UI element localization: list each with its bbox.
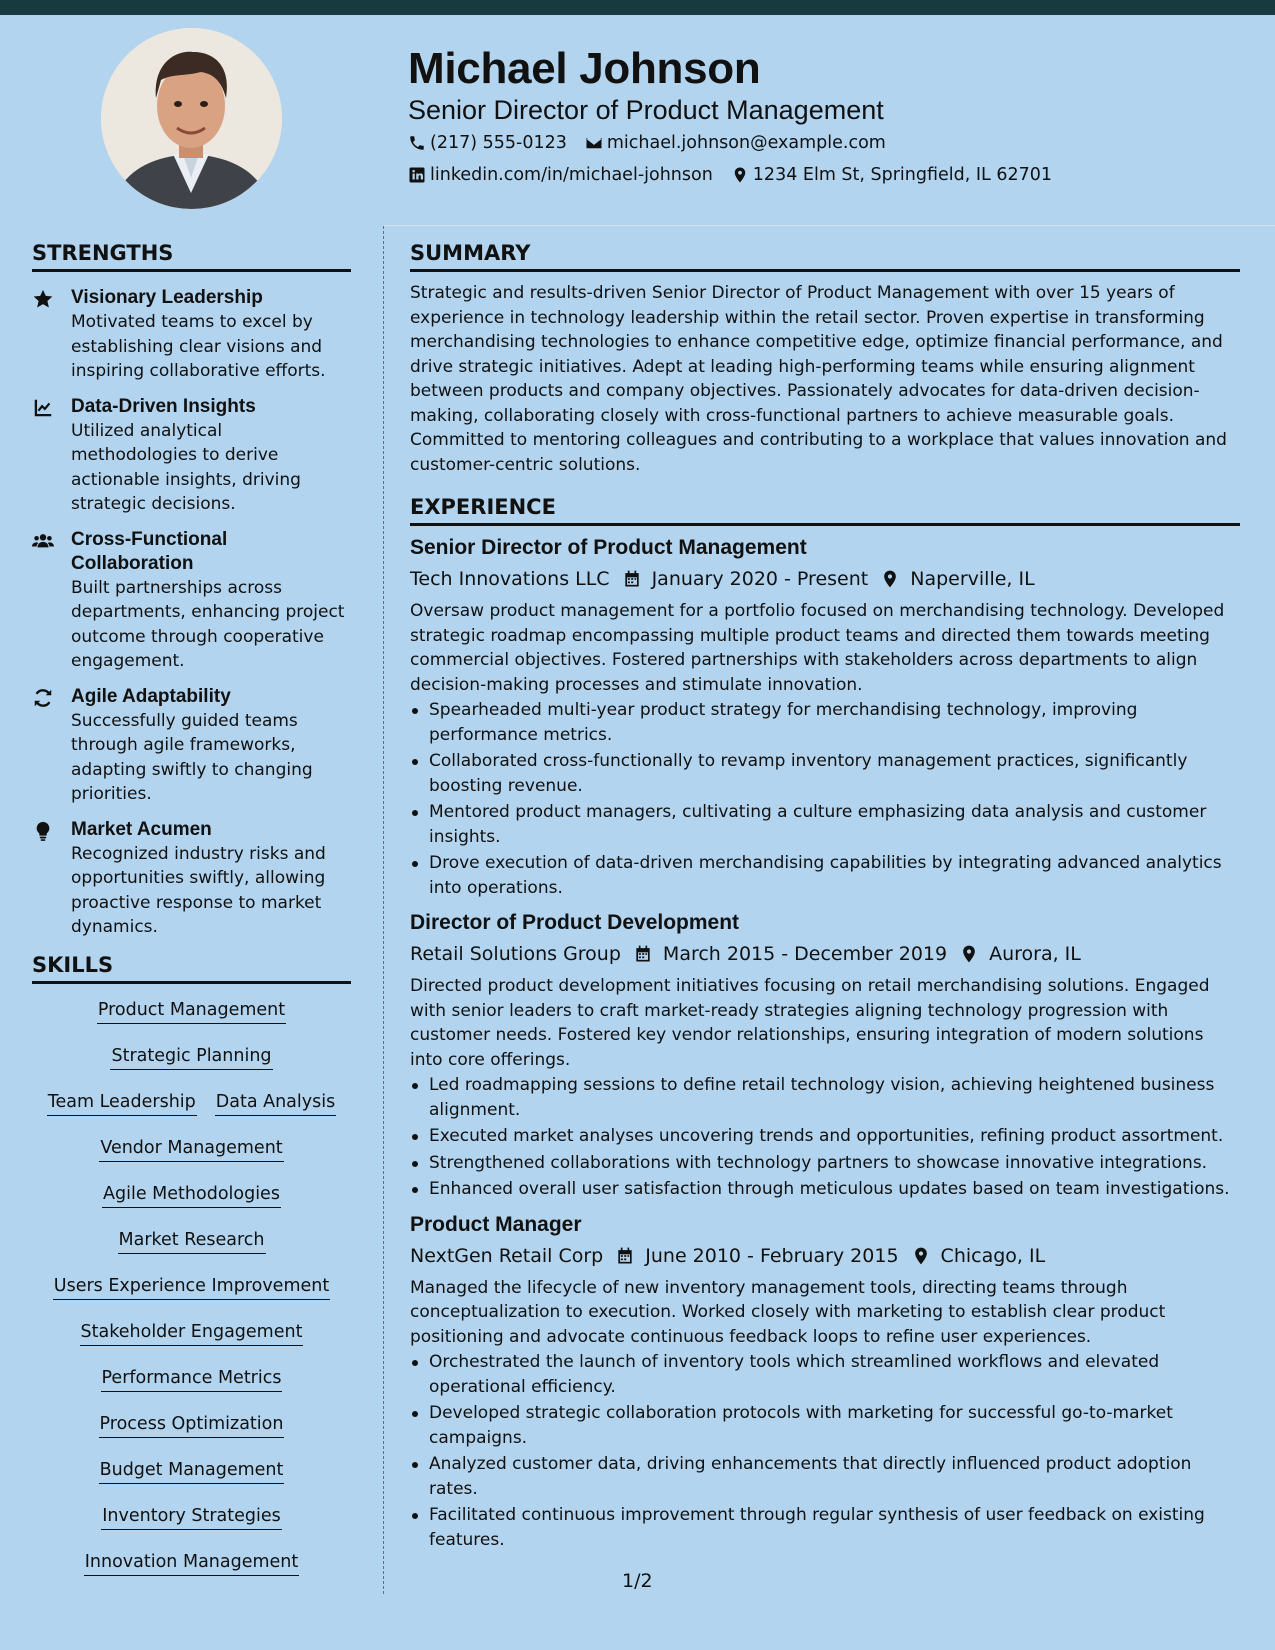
job-company: Retail Solutions Group <box>410 943 621 965</box>
job-bullet: Developed strategic collaboration protocols with marketing for successful go-to-market campaigns. <box>410 1401 1240 1450</box>
strength-name: Agile Adaptability <box>71 685 231 707</box>
star-icon <box>32 288 54 310</box>
strength-item <box>32 395 351 517</box>
job-dates: January 2020 - Present <box>651 568 869 590</box>
location-pin-icon <box>959 944 979 964</box>
envelope-icon <box>585 134 603 152</box>
strength-item <box>32 685 351 807</box>
job-bullets <box>410 698 1240 900</box>
skill-tag: Process Optimization <box>99 1412 285 1438</box>
job-title: Senior Director of Product Management <box>410 536 807 559</box>
candidate-name: Michael Johnson <box>408 44 761 93</box>
calendar-icon <box>622 569 642 589</box>
skill-tag: Users Experience Improvement <box>53 1274 330 1300</box>
job-bullet: Led roadmapping sessions to define retail technology vision, achieving heightened business alignment. <box>410 1073 1240 1122</box>
job-bullet: Strengthened collaborations with technology partners to showcase innovative integrations. <box>410 1151 1240 1176</box>
skill-tag: Vendor Management <box>99 1136 283 1162</box>
address-contact <box>731 165 1052 185</box>
job-meta <box>410 941 1240 967</box>
skill-tag: Inventory Strategies <box>101 1504 282 1530</box>
users-icon <box>32 530 54 552</box>
strength-desc: Utilized analytical methodologies to derive actionable insights, driving strategic decisions. <box>71 420 301 514</box>
job-entry <box>410 535 1240 900</box>
chart-line-icon <box>32 397 54 419</box>
strength-name: Visionary Leadership <box>71 287 263 308</box>
job-bullet: Spearheaded multi-year product strategy for merchandising technology, improving performance metrics. <box>410 698 1240 747</box>
skill-tag: Data Analysis <box>215 1090 336 1116</box>
linkedin-icon <box>408 166 426 184</box>
lightbulb-icon <box>32 820 54 842</box>
calendar-icon <box>633 944 653 964</box>
sidebar <box>32 240 351 1596</box>
job-entry <box>410 910 1240 1202</box>
page-number: 1/2 <box>622 1570 653 1592</box>
top-bar <box>0 0 1275 15</box>
phone-contact[interactable] <box>408 133 567 153</box>
skill-tag: Innovation Management <box>84 1550 300 1576</box>
address-text: 1234 Elm St, Springfield, IL 62701 <box>752 165 1053 185</box>
job-location: Aurora, IL <box>989 943 1081 965</box>
skill-tag: Strategic Planning <box>110 1044 272 1070</box>
contact-row-1 <box>408 133 904 153</box>
location-pin-icon <box>880 569 900 589</box>
job-bullet: Drove execution of data-driven merchandising capabilities by integrating advanced analytics into operations. <box>410 851 1240 900</box>
job-bullet: Analyzed customer data, driving enhancements that directly influenced product adoption rates. <box>410 1452 1240 1501</box>
job-company: NextGen Retail Corp <box>410 1244 604 1267</box>
job-meta <box>410 1243 1240 1269</box>
location-pin-icon <box>911 1246 931 1266</box>
skill-tag: Budget Management <box>99 1458 285 1484</box>
contact-row-2 <box>408 165 1070 185</box>
column-divider <box>383 226 384 1594</box>
strength-name: Data-Driven Insights <box>71 395 256 417</box>
linkedin-contact[interactable] <box>408 165 713 185</box>
strength-item <box>32 818 351 940</box>
strength-item <box>32 528 351 674</box>
skills-heading: SKILLS <box>32 952 351 984</box>
experience-heading: EXPERIENCE <box>410 494 1240 526</box>
strengths-list <box>32 286 351 940</box>
job-bullets <box>410 1350 1240 1552</box>
summary-heading: SUMMARY <box>410 240 1240 272</box>
candidate-title: Senior Director of Product Management <box>408 95 884 125</box>
skill-tag: Market Research <box>118 1228 266 1254</box>
job-bullet: Mentored product managers, cultivating a culture emphasizing data analysis and customer insights. <box>410 800 1240 849</box>
strengths-heading: STRENGTHS <box>32 240 351 272</box>
job-bullet: Facilitated continuous improvement through regular synthesis of user feedback on existing features. <box>410 1503 1240 1552</box>
job-bullet: Enhanced overall user satisfaction through meticulous updates based on team investigations. <box>410 1177 1240 1202</box>
job-description: Managed the lifecycle of new inventory management tools, directing teams through conceptualization to execution. Worked closely with marketing to establish clear product positioning and advocate continuous feedback loops to refine user experiences. <box>410 1277 1166 1347</box>
job-location: Chicago, IL <box>940 1244 1046 1267</box>
skill-tag: Stakeholder Engagement <box>80 1320 304 1346</box>
job-bullet: Orchestrated the launch of inventory tools which streamlined workflows and elevated operational efficiency. <box>410 1350 1240 1399</box>
skills-list <box>32 998 351 1596</box>
job-title: Product Manager <box>410 1212 582 1236</box>
summary-text: Strategic and results-driven Senior Director of Product Management with over 15 years of experience in technology leadership within the retail sector. Proven expertise in transforming merchandising technologies to enhance competitive edge, optimize financial performance, and drive strategic initiatives. Adept at leading high-performing teams while ensuring alignment between products and company objectives. Passionately advocates for data-driven decision-making, collaborating closely with cross-functional partners to achieve measurable goals. Committed to mentoring colleagues and contributing to a workplace that values innovation and customer-centric solutions. <box>410 283 1227 475</box>
job-bullets <box>410 1073 1240 1202</box>
strength-desc: Built partnerships across departments, enhancing project outcome through cooperative engagement. <box>71 577 345 671</box>
job-meta <box>410 566 1240 592</box>
strength-item <box>32 286 351 384</box>
strength-name: Cross-Functional Collaboration <box>71 528 228 574</box>
strength-desc: Motivated teams to excel by establishing clear visions and inspiring collaborative efforts. <box>71 312 326 381</box>
strength-desc: Recognized industry risks and opportunities swiftly, allowing proactive response to market dynamics. <box>71 843 326 937</box>
job-location: Naperville, IL <box>910 568 1035 590</box>
phone-icon <box>408 134 426 152</box>
job-description: Oversaw product management for a portfolio focused on merchandising technology. Developed strategic roadmap encompassing multiple product teams and directed them towards meeting commercial objectives. Fostered partnerships with stakeholders across departments to align decision-making processes and stimulate innovation. <box>410 601 1225 695</box>
linkedin-text: linkedin.com/in/michael-johnson <box>430 165 713 185</box>
skill-tag: Product Management <box>97 998 286 1024</box>
job-title: Director of Product Development <box>410 911 740 934</box>
email-text: michael.johnson@example.com <box>606 133 886 153</box>
location-pin-icon <box>731 166 749 184</box>
calendar-icon <box>615 1246 635 1266</box>
email-contact[interactable] <box>585 133 886 153</box>
job-dates: March 2015 - December 2019 <box>662 943 948 965</box>
header-divider <box>383 225 1275 226</box>
job-dates: June 2010 - February 2015 <box>645 1244 899 1267</box>
phone-text: (217) 555-0123 <box>430 133 567 153</box>
skill-tag: Performance Metrics <box>101 1366 283 1392</box>
strength-name: Market Acumen <box>71 818 212 840</box>
profile-photo <box>101 28 282 209</box>
job-bullet: Executed market analyses uncovering trends and opportunities, refining product assortment. <box>410 1124 1240 1149</box>
job-bullet: Collaborated cross-functionally to revamp inventory management practices, significantly boosting revenue. <box>410 749 1240 798</box>
sync-icon <box>32 687 54 709</box>
skill-tag: Team Leadership <box>47 1090 197 1116</box>
job-company: Tech Innovations LLC <box>410 568 610 590</box>
skill-tag: Agile Methodologies <box>102 1182 281 1208</box>
job-description: Directed product development initiatives focusing on retail merchandising solutions. Engaged with senior leaders to craft market-ready strategies aligning technology progression with customer needs. Fostered key vendor relationships, ensuring integration of modern solutions into core offerings. <box>410 976 1210 1070</box>
job-entry <box>410 1212 1240 1553</box>
strength-desc: Successfully guided teams through agile frameworks, adapting swiftly to changing priorities. <box>71 710 313 804</box>
main-content <box>410 240 1240 1562</box>
